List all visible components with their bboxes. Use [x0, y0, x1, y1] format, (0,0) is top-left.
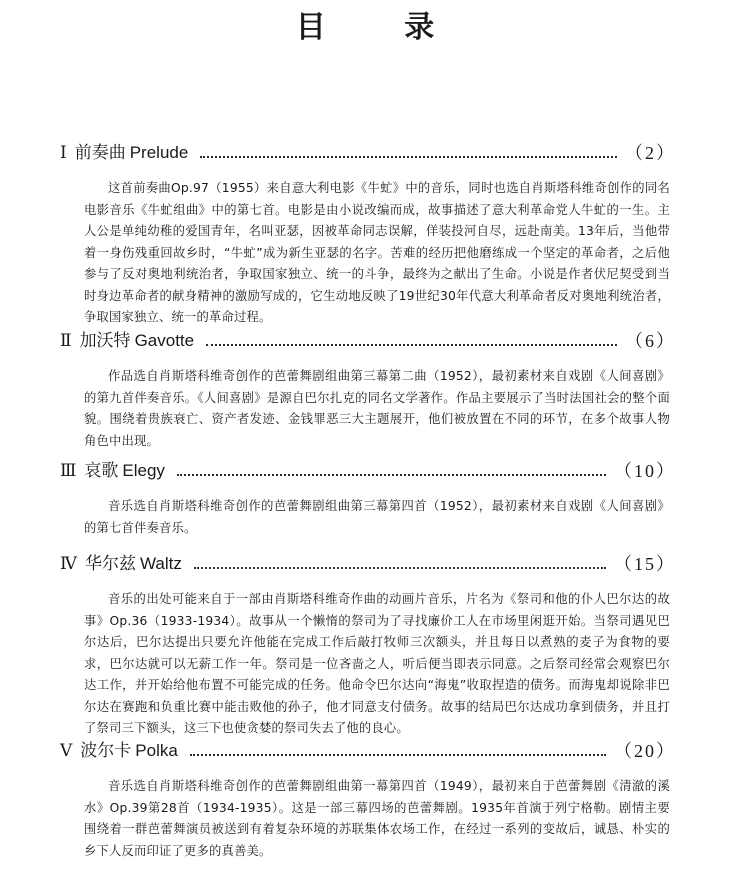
toc-entry-heading[interactable] — [60, 549, 676, 575]
dot-leader — [200, 155, 617, 158]
entry-page-number: （15） — [614, 554, 676, 574]
dot-leader — [194, 566, 606, 569]
toc-entry-heading[interactable] — [60, 736, 676, 762]
entry-title-zh: 加沃特 — [79, 331, 131, 351]
entry-number: Ⅳ — [60, 554, 77, 574]
dot-leader — [206, 343, 617, 346]
page-title: 目 录 — [295, 10, 469, 45]
entry-number: Ⅲ — [60, 461, 77, 481]
entry-description: 音乐的出处可能来自于一部由肖斯塔科维奇作曲的动画片音乐，片名为《祭司和他的仆人巴尔达的故事》Op.36（1933-1934）。故事从一个懒惰的祭司为了寻找廉价工人在市场里闲逛开始。当祭司遇见巴尔达后，巴尔达提出只要允许他能在完成工作后敲打牧师三次额头，并且每日以煮熟的麦子为食物的要求，巴尔达就可以无薪工作一年。祭司是一位吝啬之人，听后便当即表示同意。之后祭司经常会观察巴尔达工作，并开始给他布置不可能完成的任务。他命令巴尔达向“海鬼”收取捏造的债务。而海鬼却说除非巴尔达在赛跑和负重比赛中能击败他的孙子，他才同意支付债务。故事的结局巴尔达成功拿到债务，并且打了祭司三下额头，这三下也使贪婪的祭司失去了他的良心。 — [84, 592, 670, 735]
entry-page-number: （2） — [625, 143, 676, 163]
toc-entry-prelude — [60, 138, 676, 329]
entry-page-number: （20） — [614, 741, 676, 761]
toc-entry-heading[interactable] — [60, 326, 676, 352]
entry-number: Ⅰ — [60, 143, 67, 163]
entry-title-en: Elegy — [122, 461, 165, 480]
entry-number: Ⅱ — [60, 331, 72, 351]
toc-entry-elegy — [60, 456, 676, 539]
dot-leader — [190, 753, 606, 756]
toc-entry-polka — [60, 736, 676, 862]
entry-title-zh: 前奏曲 — [74, 143, 126, 163]
entry-title-en: Gavotte — [134, 331, 195, 350]
entry-page-number: （6） — [625, 331, 676, 351]
toc-entry-waltz — [60, 549, 676, 740]
entry-title-zh: 哀歌 — [84, 461, 119, 481]
entry-title-en: Waltz — [139, 554, 182, 573]
entry-title-en: Polka — [135, 741, 178, 760]
entry-title-zh: 华尔兹 — [84, 554, 136, 574]
toc-entry-gavotte — [60, 326, 676, 452]
entry-description: 这首前奏曲Op.97（1955）来自意大利电影《牛虻》中的音乐，同时也选自肖斯塔科维奇创作的同名电影音乐《牛虻组曲》中的第七首。电影是由小说改编而成，故事描述了意大利革命党人牛虻的一生。主人公是单纯幼稚的爱国青年，名叫亚瑟，因被革命同志误解，佯装投河自尽，远赴南美。13年后，当他带着一身伤残重回故乡时，“牛虻”成为新生亚瑟的名字。苦难的经历把他磨练成一个坚定的革命者，之后他参与了反对奥地利统治者，争取国家独立、统一的斗争，最终为之献出了生命。小说是作者伏尼契受到当时身边革命者的献身精神的激励写成的，它生动地反映了19世纪30年代意大利革命者反对奥地利统治者，争取国家独立、统一的革命过程。 — [84, 181, 670, 324]
entry-title-en: Prelude — [129, 143, 189, 162]
toc-entry-heading[interactable] — [60, 138, 676, 164]
entry-description: 作品选自肖斯塔科维奇创作的芭蕾舞剧组曲第三幕第二曲（1952），最初素材来自戏剧《人间喜剧》的第九首伴奏音乐。《人间喜剧》是源自巴尔扎克的同名文学著作。作品主要展示了当时法国社会的整个面貌。围绕着贵族衰亡、资产者发迹、金钱罪恶三大主题展开，他们被放置在不同的环节，在多个故事人物角色中出现。 — [84, 369, 670, 448]
toc-entry-heading[interactable] — [60, 456, 676, 482]
entry-number: Ⅴ — [60, 741, 73, 761]
entry-description: 音乐选自肖斯塔科维奇创作的芭蕾舞剧组曲第一幕第四首（1949），最初来自于芭蕾舞剧《清澈的溪水》Op.39第28首（1934-1935）。这是一部三幕四场的芭蕾舞剧。1935年首演于列宁格勒。剧情主要围绕着一群芭蕾舞演员被送到有着复杂环境的苏联集体农场工作，在经过一系列的变故后，诚恳、朴实的乡下人反而印证了更多的真善美。 — [84, 779, 670, 858]
entry-description: 音乐选自肖斯塔科维奇创作的芭蕾舞剧组曲第三幕第四首（1952），最初素材来自戏剧《人间喜剧》的第七首伴奏音乐。 — [84, 499, 670, 535]
entry-title-zh: 波尔卡 — [80, 741, 132, 761]
entry-page-number: （10） — [614, 461, 676, 481]
dot-leader — [177, 473, 606, 476]
